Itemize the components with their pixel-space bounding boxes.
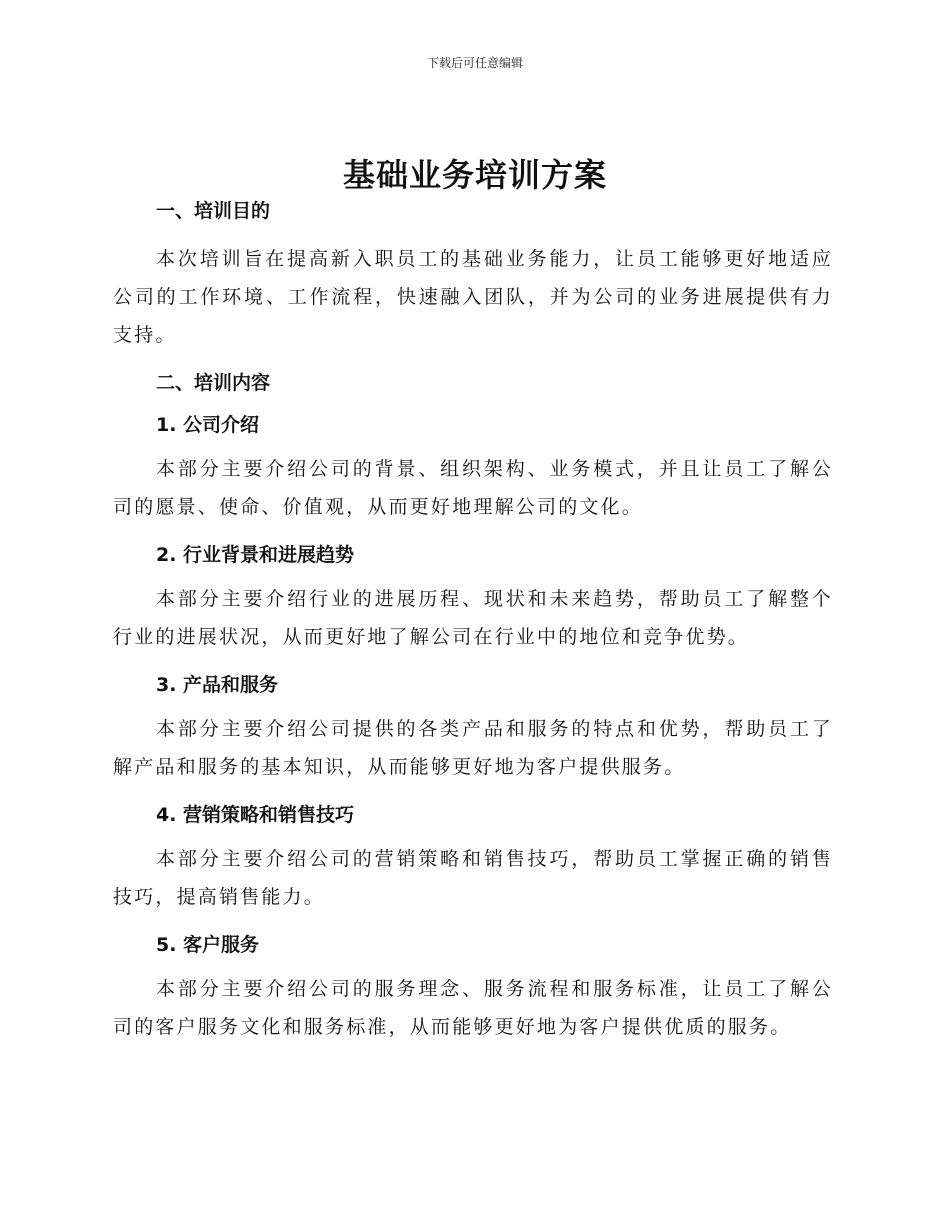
paragraph-industry: 本部分主要介绍行业的进展历程、现状和未来趋势，帮助员工了解整个行业的进展状况，从而更好地了解公司在行业中的地位和竞争优势。 — [113, 588, 833, 648]
section-heading-content: 二、培训内容 — [156, 372, 271, 394]
subsection-heading-company-intro: 1. 公司介绍 — [156, 414, 260, 436]
subsection-heading-products: 3. 产品和服务 — [156, 674, 279, 696]
paragraph-purpose: 本次培训旨在提高新入职员工的基础业务能力，让员工能够更好地适应公司的工作环境、工作流程，快速融入团队，并为公司的业务进展提供有力支持。 — [113, 248, 833, 346]
paragraph-customer-service: 本部分主要介绍公司的服务理念、服务流程和服务标准，让员工了解公司的客户服务文化和服务标准，从而能够更好地为客户提供优质的服务。 — [113, 978, 833, 1038]
document-title: 基础业务培训方案 — [342, 156, 607, 194]
document-body — [113, 196, 833, 1046]
paragraph-company-intro: 本部分主要介绍公司的背景、组织架构、业务模式，并且让员工了解公司的愿景、使命、价值观，从而更好地理解公司的文化。 — [113, 458, 833, 518]
subsection-heading-customer-service: 5. 客户服务 — [156, 934, 260, 956]
paragraph-marketing: 本部分主要介绍公司的营销策略和销售技巧，帮助员工掌握正确的销售技巧，提高销售能力。 — [113, 848, 833, 908]
page-header-note: 下载后可任意编辑 — [426, 56, 523, 70]
subsection-heading-industry: 2. 行业背景和进展趋势 — [156, 544, 355, 566]
section-heading-purpose: 一、培训目的 — [156, 200, 271, 222]
subsection-heading-marketing: 4. 营销策略和销售技巧 — [156, 804, 355, 826]
paragraph-products: 本部分主要介绍公司提供的各类产品和服务的特点和优势，帮助员工了解产品和服务的基本知识，从而能够更好地为客户提供服务。 — [113, 718, 833, 778]
